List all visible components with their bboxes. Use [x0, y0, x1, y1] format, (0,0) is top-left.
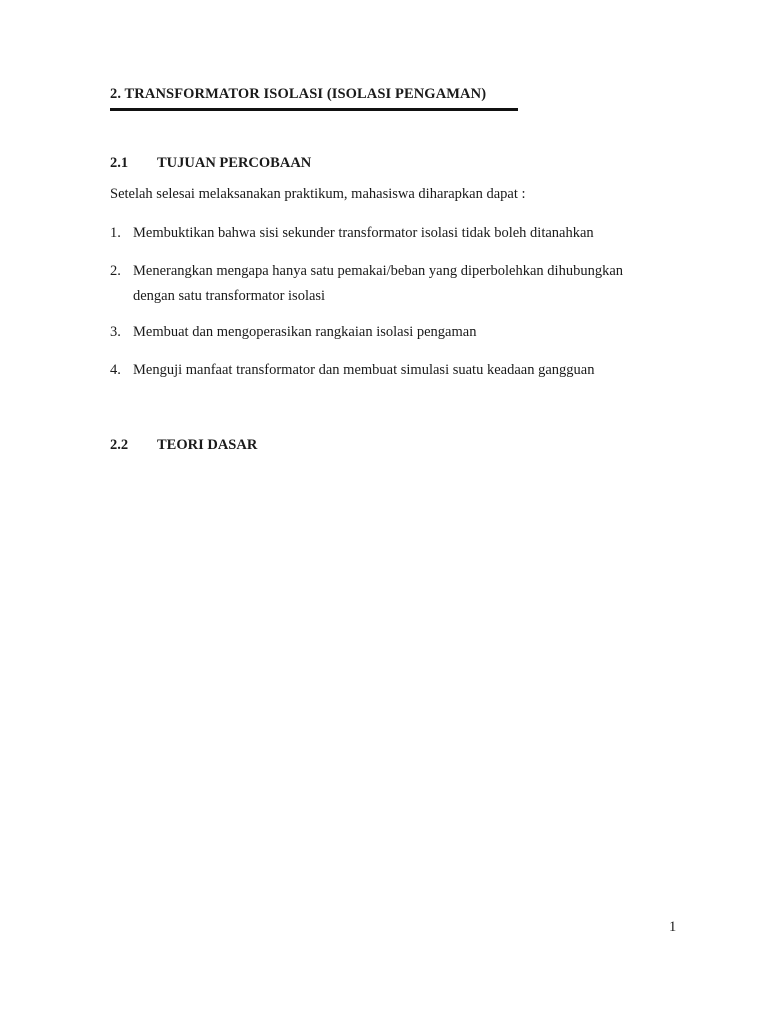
section-heading-theory: [110, 437, 257, 454]
list-item-text: Membuat dan mengoperasikan rangkaian isolasi pengaman: [133, 324, 477, 340]
list-item-text: Menguji manfaat transformator dan membuat simulasi suatu keadaan gangguan: [133, 362, 595, 378]
list-item-text: Membuktikan bahwa sisi sekunder transformator isolasi tidak boleh ditanahkan: [133, 225, 594, 241]
section-heading-objectives: [110, 155, 311, 172]
list-item-number: 3.: [110, 324, 121, 340]
section-number: 2.2: [110, 437, 129, 453]
section-title: TEORI DASAR: [157, 437, 258, 453]
list-item-text: Menerangkan mengapa hanya satu pemakai/beban yang diperbolehkan dihubungkan: [133, 263, 624, 279]
chapter-title: 2. TRANSFORMATOR ISOLASI (ISOLASI PENGAMAN): [110, 86, 487, 102]
list-item-number: 1.: [110, 225, 121, 241]
intro-paragraph: Setelah selesai melaksanakan praktikum, mahasiswa diharapkan dapat :: [110, 186, 526, 202]
chapter-title-underline: [110, 108, 518, 111]
list-item-number: 2.: [110, 263, 121, 279]
list-item-text-continuation: dengan satu transformator isolasi: [133, 288, 326, 304]
section-number: 2.1: [110, 155, 129, 171]
section-title: TUJUAN PERCOBAAN: [157, 155, 312, 171]
page-number: 1: [669, 919, 677, 935]
list-item-number: 4.: [110, 362, 121, 378]
